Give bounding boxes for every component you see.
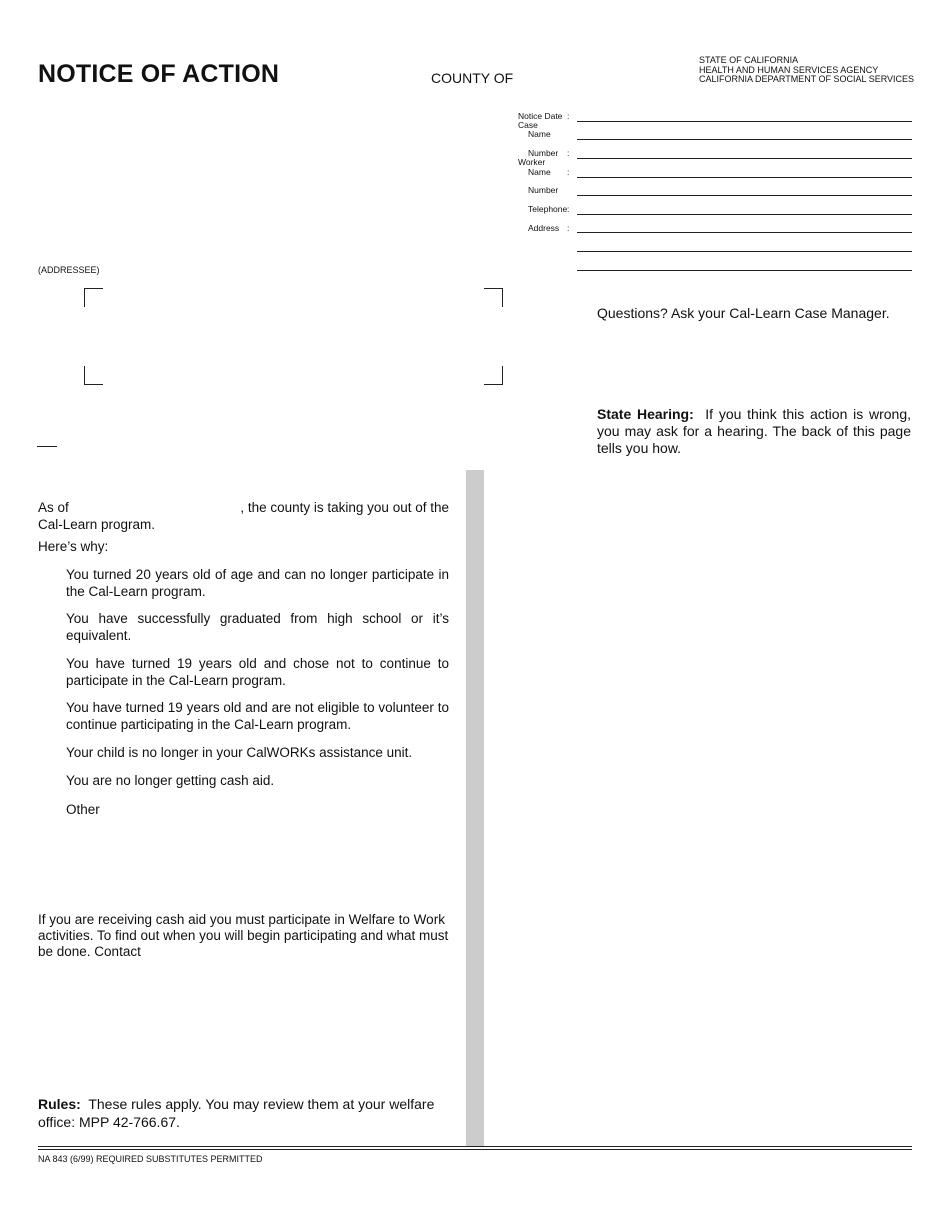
- notice-date-label: Notice Date: [518, 111, 563, 121]
- worker-number-field[interactable]: [577, 195, 912, 196]
- reason-item: You have successfully graduated from high school or it’s equivalent.: [66, 611, 449, 643]
- state-hearing-paragraph: [597, 406, 911, 457]
- rules-paragraph: [38, 1095, 448, 1131]
- notice-date-colon: :: [567, 111, 570, 121]
- heres-why-label: Here’s why:: [38, 539, 109, 554]
- address-field-line-1[interactable]: [577, 232, 912, 233]
- state-hearing-text: If you think this action is wrong, you may ask for a hearing. The back of this page tells you how.: [597, 406, 912, 456]
- worker-group-label: Worker: [518, 157, 546, 167]
- worker-name-colon: :: [567, 167, 570, 177]
- notice-date-field[interactable]: [577, 121, 912, 122]
- case-name-field[interactable]: [577, 139, 912, 140]
- reason-item: You turned 20 years old of age and can no longer participate in the Cal-Learn program.: [66, 567, 449, 599]
- agency-line-cdss: CALIFORNIA DEPARTMENT OF SOCIAL SERVICES: [699, 74, 915, 84]
- agency-line-state: STATE OF CALIFORNIA: [699, 55, 799, 65]
- column-divider-bar: [466, 470, 484, 1146]
- reason-item-other: Other: [66, 802, 100, 817]
- reason-item: Your child is no longer in your CalWORKs assistance unit.: [66, 745, 413, 760]
- address-window-corner-br: [484, 366, 503, 385]
- rules-text: These rules apply. You may review them at your welfare office: MPP 42-766.67.: [38, 1096, 435, 1130]
- worker-name-field[interactable]: [577, 177, 912, 178]
- rules-label: Rules:: [38, 1096, 81, 1112]
- contact-paragraph: If you are receiving cash aid you must participate in Welfare to Work activities. To find out when you will begin participating and what must be done. Contact: [38, 912, 449, 959]
- address-colon: :: [567, 223, 570, 233]
- page-title: NOTICE OF ACTION: [38, 60, 280, 88]
- case-number-label: Number: [528, 148, 559, 158]
- case-number-field[interactable]: [577, 158, 912, 159]
- case-group-label: Case: [518, 120, 538, 130]
- reason-item: You have turned 19 years old and are not eligible to volunteer to continue participating in the Cal-Learn program.: [66, 700, 449, 732]
- address-label: Address: [528, 223, 560, 233]
- worker-name-label: Name: [528, 167, 551, 177]
- case-name-label: Name: [528, 129, 551, 139]
- worker-number-label: Number: [528, 185, 559, 195]
- state-hearing-label: State Hearing:: [597, 406, 694, 422]
- reason-item: You have turned 19 years old and chose not to continue to participate in the Cal-Learn program.: [66, 656, 449, 688]
- as-of-label: As of: [38, 500, 69, 515]
- as-of-line-2: Cal-Learn program.: [38, 516, 156, 532]
- addressee-label: (ADDRESSEE): [38, 265, 100, 275]
- questions-text: Questions? Ask your Cal-Learn Case Manager.: [597, 305, 890, 321]
- address-window-corner-bl: [84, 366, 103, 385]
- agency-line-hhs: HEALTH AND HUMAN SERVICES AGENCY: [699, 64, 879, 75]
- address-window-corner-tr: [484, 288, 503, 307]
- case-number-colon: :: [567, 148, 570, 158]
- footer-rule-bottom: [38, 1149, 912, 1150]
- reason-item: You are no longer getting cash aid.: [66, 773, 275, 788]
- footer-rule-top: [38, 1146, 912, 1147]
- address-field-line-3[interactable]: [577, 270, 912, 271]
- telephone-label: Telephone: [528, 204, 568, 214]
- county-label: COUNTY OF: [431, 70, 514, 86]
- fold-mark: [37, 446, 57, 447]
- telephone-field[interactable]: [577, 214, 912, 215]
- address-window-corner-tl: [84, 288, 103, 307]
- as-of-paragraph: [38, 500, 449, 533]
- telephone-colon: :: [567, 204, 570, 214]
- agency-block: [699, 56, 914, 85]
- as-of-rest: , the county is taking you out of the: [240, 500, 449, 515]
- form-footer: NA 843 (6/99) REQUIRED SUBSTITUTES PERMITTED: [38, 1154, 263, 1164]
- address-field-line-2[interactable]: [577, 251, 912, 252]
